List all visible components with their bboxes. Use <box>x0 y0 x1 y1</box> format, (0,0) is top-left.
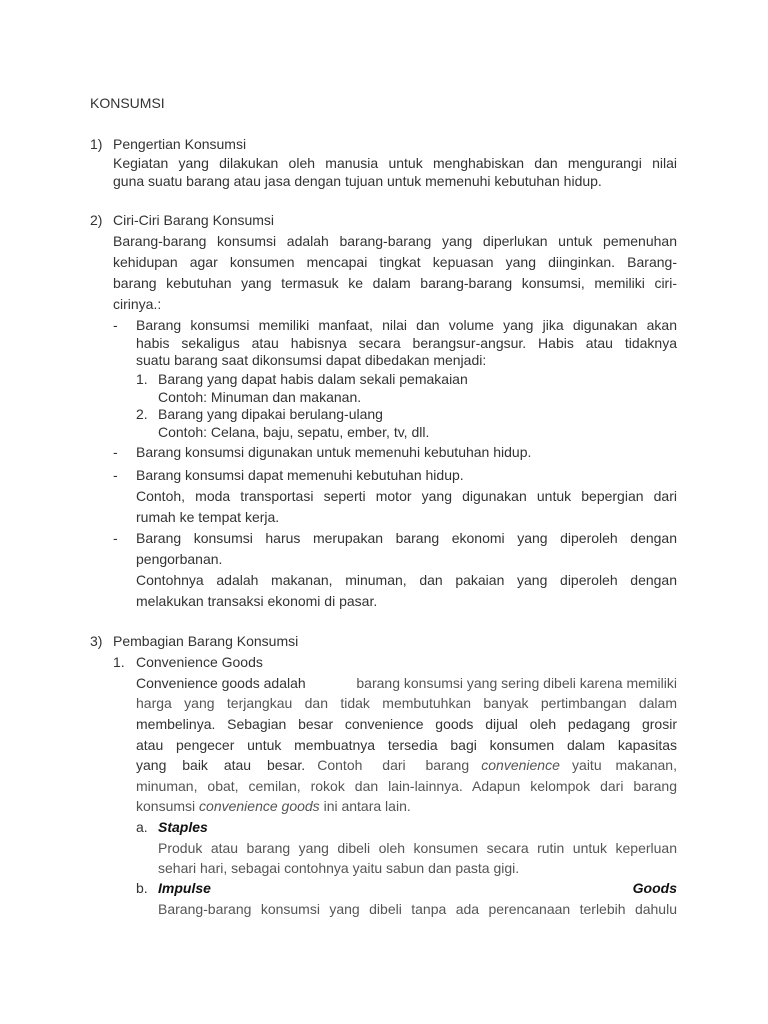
convenience-line: minuman, obat, cemilan, rokok dan lain-lainnya. Adapun kelompok dari barang <box>136 778 677 794</box>
item-b-title-word: Impulse <box>158 880 211 896</box>
bullet-4-line: pengorbanan. <box>136 551 223 567</box>
item-b-title <box>158 879 677 897</box>
section-1-text-line: Kegiatan yang dilakukan oleh manusia untuk menghabiskan dan mengurangi nilai <box>113 155 677 171</box>
section-1-heading: Pengertian Konsumsi <box>113 136 247 152</box>
subsection-title: Convenience Goods <box>136 654 263 670</box>
item-b-label: b. <box>136 880 148 896</box>
convenience-italic: convenience <box>481 757 560 773</box>
bullet-dash: - <box>113 467 118 483</box>
bullet-1-line: suatu barang saat dikonsumsi dapat dibedakan menjadi: <box>136 352 487 368</box>
section-2-paragraph-line: barang kebutuhan yang termasuk ke dalam barang-barang konsumsi, memiliki ciri- <box>113 275 677 291</box>
bullet-3-line: Barang konsumsi dapat memenuhi kebutuhan hidup. <box>136 467 464 483</box>
section-2-heading: Ciri-Ciri Barang Konsumsi <box>113 212 275 228</box>
convenience-text: Contoh dari barang <box>317 757 470 773</box>
convenience-line <box>136 674 677 692</box>
convenience-text: ini antara lain. <box>323 798 411 814</box>
convenience-line: harga yang terjangkau dan tidak membutuhkan banyak pertimbangan dalam <box>136 695 677 711</box>
bullet-4-line: melakukan transaksi ekonomi di pasar. <box>136 593 378 609</box>
convenience-text: yaitu makanan, <box>572 757 677 773</box>
document-title: KONSUMSI <box>90 95 165 111</box>
bullet-1-line: Barang konsumsi memiliki manfaat, nilai dan volume yang jika digunakan akan <box>136 317 677 333</box>
section-3-number: 3) <box>90 633 103 649</box>
item-a-line: Produk atau barang yang dibeli oleh konsumen secara rutin untuk keperluan <box>158 840 677 856</box>
convenience-definition: barang konsumsi yang sering dibeli karena memiliki <box>356 675 677 691</box>
section-2-number: 2) <box>90 212 103 228</box>
numbered-item-1-number: 1. <box>136 371 148 387</box>
convenience-text: yang baik atau besar. <box>136 757 306 773</box>
section-1-text-line: guna suatu barang atau jasa dengan tujuan untuk memenuhi kebutuhan hidup. <box>113 173 602 189</box>
numbered-item-2-text: Barang yang dipakai berulang-ulang <box>158 406 383 422</box>
convenience-line <box>136 756 677 774</box>
convenience-line: atau pengecer untuk membuatnya tersedia bagi konsumen dalam kapasitas <box>136 737 677 753</box>
bullet-dash: - <box>113 317 118 333</box>
bullet-dash: - <box>113 530 118 546</box>
convenience-text: konsumsi <box>136 798 196 814</box>
section-2-paragraph-line: cirinya.: <box>113 296 162 312</box>
item-a-line: sehari hari, sebagai contohnya yaitu sabun dan pasta gigi. <box>158 860 520 876</box>
subsection-number: 1. <box>113 654 125 670</box>
item-a-title: Staples <box>158 819 208 835</box>
item-a-label: a. <box>136 819 148 835</box>
convenience-line: membelinya. Sebagian besar convenience goods dijual oleh pedagang grosir <box>136 716 677 732</box>
bullet-4-line: Barang konsumsi harus merupakan barang ekonomi yang diperoleh dengan <box>136 530 677 546</box>
bullet-3-line: Contoh, moda transportasi seperti motor yang digunakan untuk bepergian dari <box>136 488 677 504</box>
item-b-line: Barang-barang konsumsi yang dibeli tanpa ada perencanaan terlebih dahulu <box>158 901 677 917</box>
item-b-title-word: Goods <box>632 880 677 896</box>
bullet-3-line: rumah ke tempat kerja. <box>136 509 280 525</box>
bullet-2-text: Barang konsumsi digunakan untuk memenuhi kebutuhan hidup. <box>136 444 532 460</box>
section-2-paragraph-line: Barang-barang konsumsi adalah barang-barang yang diperlukan untuk pemenuhan <box>113 233 677 249</box>
convenience-term: Convenience goods adalah <box>136 675 306 691</box>
section-2-paragraph-line: kehidupan agar konsumen mencapai tingkat kepuasan yang diinginkan. Barang- <box>113 254 677 270</box>
numbered-item-2-example: Contoh: Celana, baju, sepatu, ember, tv, dll. <box>158 424 430 440</box>
numbered-item-1-text: Barang yang dapat habis dalam sekali pemakaian <box>158 371 468 387</box>
numbered-item-2-number: 2. <box>136 406 148 422</box>
convenience-italic: convenience goods <box>199 798 320 814</box>
bullet-4-line: Contohnya adalah makanan, minuman, dan pakaian yang diperoleh dengan <box>136 572 677 588</box>
convenience-line <box>136 797 411 815</box>
bullet-1-line: habis sekaligus atau habisnya secara berangsur-angsur. Habis atau tidaknya <box>136 335 677 351</box>
bullet-dash: - <box>113 444 118 460</box>
section-3-heading: Pembagian Barang Konsumsi <box>113 633 299 649</box>
section-1-number: 1) <box>90 136 103 152</box>
numbered-item-1-example: Contoh: Minuman dan makanan. <box>158 389 362 405</box>
